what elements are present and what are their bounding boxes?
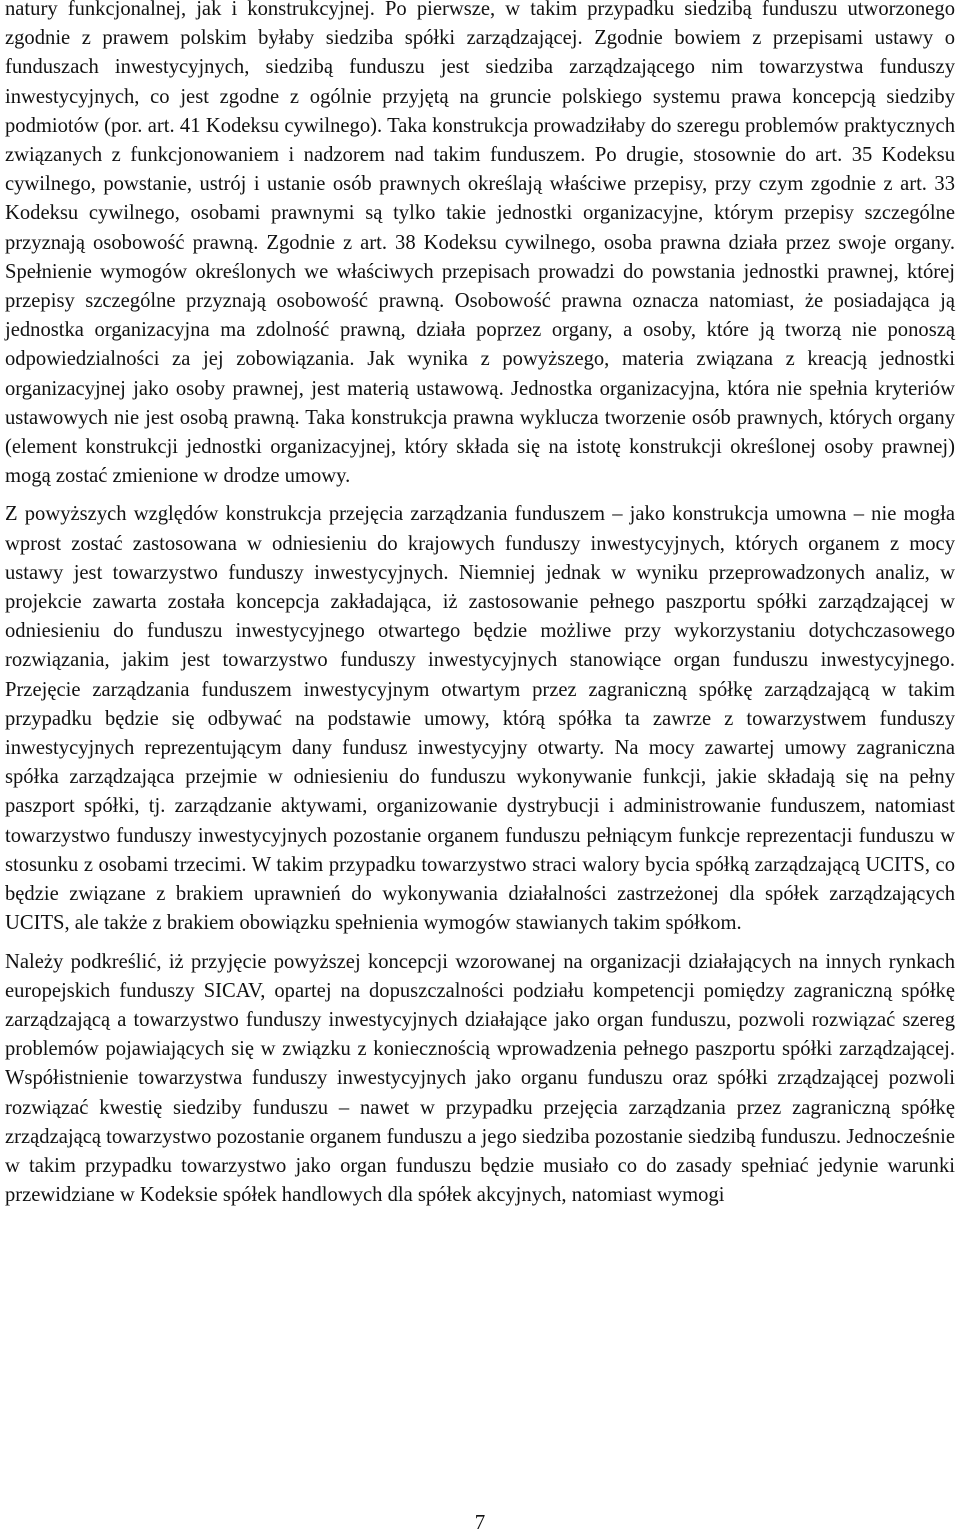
page-number: 7 xyxy=(474,1510,486,1534)
paragraph-3: Należy podkreślić, iż przyjęcie powyższej koncepcji wzorowanej na organizacji działających na innych rynkach europejskich funduszy SICAV, opartej na dopuszczalności podziału kompetencji pomiędzy zagraniczną spółkę zarządzającą a towarzystwo funduszy inwestycyjnych działające jako organ funduszu, pozwoli rozwiązać szereg problemów pojawiających się w związku z koniecznością wprowadzenia pełnego paszportu spółki zarządzającej. Współistnienie towarzystwa funduszy inwestycyjnych jako organu funduszu oraz spółki zrządzającej pozwoli rozwiązać kwestię siedziby funduszu – nawet w przypadku przejęcia zarządzania przez zagraniczną spółkę zrządzającą towarzystwo pozostanie organem funduszu a jego siedziba pozostanie siedzibą funduszu. Jednocześnie w takim przypadku towarzystwo jako organ funduszu będzie musiało co do zasady spełniać jedynie warunki przewidziane w Kodeksie spółek handlowych dla spółek akcyjnych, natomiast wymogi xyxy=(5,950,955,1207)
paragraph-2: Z powyższych względów konstrukcja przejęcia zarządzania funduszem – jako konstrukcja umowna – nie mogła wprost zostać zastosowana w odniesieniu do krajowych funduszy inwestycyjnych, których organem z mocy ustawy jest towarzystwo funduszy inwestycyjnych. Niemniej jednak w wyniku przeprowadzonych analiz, w projekcie zawarta została koncepcja zakładająca, iż zastosowanie pełnego paszportu spółki zarządzającej w odniesieniu do funduszu inwestycyjnego otwartego będzie możliwe przy wykorzystaniu dotychczasowego rozwiązania, jakim jest towarzystwo funduszy inwestycyjnych stanowiące organ funduszu inwestycyjnego. Przejęcie zarządzania funduszem inwestycyjnym otwartym przez zagraniczną spółkę zarządzającą w takim przypadku będzie się odbywać na podstawie umowy, którą spółka ta zawrze z towarzystwem funduszy inwestycyjnych reprezentującym dany fundusz inwestycyjny otwarty. Na mocy zawartej umowy zagraniczna spółka zarządzająca przejmie w odniesieniu do funduszu wykonywanie funkcji, jakie składają się na pełny paszport spółki, tj. zarządzanie aktywami, organizowanie dystrybucji i administrowanie funduszem, natomiast towarzystwo funduszy inwestycyjnych pozostanie organem funduszu pełniącym funkcje reprezentacji funduszu w stosunku z osobami trzecimi. W takim przypadku towarzystwo straci walory bycia spółką zarządzającą UCITS, co będzie związane z brakiem uprawnień do wykonywania działalności zastrzeżonej dla spółek zarządzających UCITS, ale także z brakiem obowiązku spełnienia wymogów stawianych takim spółkom. xyxy=(5,503,955,935)
document-body xyxy=(5,0,955,1210)
paragraph-1: natury funkcjonalnej, jak i konstrukcyjnej. Po pierwsze, w takim przypadku siedzibą funduszu utworzonego zgodnie z prawem polskim byłaby siedziba spółki zarządzającej. Zgodnie bowiem z przepisami ustawy o funduszach inwestycyjnych, siedzibą funduszu jest siedziba zarządzającego nim towarzystwa funduszy inwestycyjnych, co jest zgodne z ogólnie przyjętą na gruncie polskiego systemu prawa koncepcją siedziby podmiotów (por. art. 41 Kodeksu cywilnego). Taka konstrukcja prowadziłaby do szeregu problemów praktycznych związanych z funkcjonowaniem i nadzorem nad takim funduszem. Po drugie, stosownie do art. 35 Kodeksu cywilnego, powstanie, ustrój i ustanie osób prawnych określają właściwe przepisy, przy czym zgodnie z art. 33 Kodeksu cywilnego, osobami prawnymi są tylko takie jednostki organizacyjne, którym przepisy szczególne przyznają osobowość prawną. Zgodnie z art. 38 Kodeksu cywilnego, osoba prawna działa przez swoje organy. Spełnienie wymogów określonych we właściwych przepisach prowadzi do powstania jednostki prawnej, której przepisy szczególne przyznają osobowość prawną. Osobowość prawna oznacza natomiast, że posiadająca ją jednostka organizacyjna ma zdolność prawną, działa poprzez organy, a osoby, które ją tworzą nie ponoszą odpowiedzialności za jej zobowiązania. Jak wynika z powyższego, materia związana z kreacją jednostki organizacyjnej jako osoby prawnej, jest materią ustawową. Jednostka organizacyjna, która nie spełnia kryteriów ustawowych nie jest osobą prawną. Taka konstrukcja prawna wyklucza tworzenie osób prawnych, których organy (element konstrukcji jednostki organizacyjnej, który składa się na istotę konstrukcji określonej osoby prawnej) mogą zostać zmienione w drodze umowy. xyxy=(5,0,955,488)
